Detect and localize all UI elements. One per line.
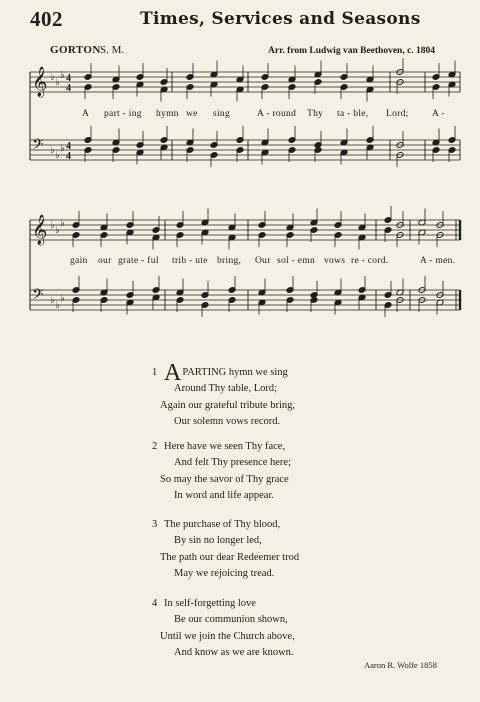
flat-sign: ♭ (60, 218, 65, 229)
lyric-syllable: our (98, 256, 112, 266)
lyric-syllable: Thy (307, 109, 324, 119)
stanza-line (152, 596, 295, 612)
bass-clef: 𝄢 (32, 136, 44, 157)
lyric-syllable: Lord; (386, 109, 409, 119)
stanza-line (152, 517, 299, 533)
stanza-line: So may the savor of Thy grace (160, 473, 289, 485)
tune-name: GORTON (50, 44, 101, 56)
stanza-line: In word and life appear. (174, 490, 275, 502)
stanza-line: And know as we are known. (174, 647, 294, 659)
lyric-syllable: Our (255, 256, 271, 266)
lyric-syllable: A - men. (420, 256, 456, 266)
treble-clef: 𝄞 (32, 215, 48, 245)
flat-sign: ♭ (60, 143, 65, 154)
stanza-line-text: The purchase of Thy blood, (164, 519, 281, 530)
flat-sign: ♭ (60, 70, 65, 81)
section-title: Times, Services and Seasons (140, 9, 421, 29)
stanza-line (152, 360, 295, 386)
stanza-4 (152, 596, 295, 662)
stanza-line (152, 439, 291, 455)
lyric-syllable: sol - emn (277, 256, 316, 266)
lyric-syllable: sing (213, 109, 231, 119)
bass-clef: 𝄢 (32, 286, 44, 307)
stanza-line-text: Here have we seen Thy face, (164, 441, 286, 452)
stanza-line: Be our communion shown, (174, 614, 288, 626)
time-signature: 4 (66, 83, 71, 94)
flat-sign: ♭ (55, 300, 60, 311)
time-signature: 4 (66, 141, 71, 152)
stanza-line-text: PARTING hymn we sing (182, 367, 288, 378)
flat-sign: ♭ (60, 293, 65, 304)
stanza-line: And felt Thy presence here; (174, 457, 292, 469)
stanza-line: Around Thy table, Lord; (174, 383, 278, 395)
stanza-line: Again our grateful tribute bring, (160, 399, 296, 411)
lyric-syllable: trib - ute (172, 256, 208, 266)
lyric-syllable: hymn (156, 109, 179, 119)
flat-sign: ♭ (50, 295, 55, 306)
flat-sign: ♭ (50, 145, 55, 156)
stanza-line: May we rejoicing tread. (174, 568, 275, 580)
lyric-syllable: we (186, 109, 198, 119)
lyric-syllable: vows (324, 256, 346, 266)
flat-sign: ♭ (55, 150, 60, 161)
lyric-syllable: gain (70, 256, 88, 266)
score-drawing (30, 58, 460, 317)
stanza-3 (152, 517, 299, 583)
drop-cap: A (164, 360, 182, 386)
stanza-number: 3 (152, 519, 158, 530)
lyric-syllable: bring, (217, 256, 242, 266)
lyric-syllable: A (82, 109, 90, 119)
lyric-syllable: A - round (257, 109, 297, 119)
flat-sign: ♭ (50, 72, 55, 83)
arranger-credit: Arr. from Ludwig van Beethoven, c. 1804 (268, 46, 436, 56)
lyric-syllable: grate - ful (118, 256, 159, 266)
page-number: 402 (30, 7, 63, 31)
flat-sign: ♭ (50, 220, 55, 231)
lyric-syllable: part - ing (104, 109, 142, 119)
stanza-line: By sin no longer led, (174, 535, 262, 547)
flat-sign: ♭ (55, 225, 60, 236)
time-signature: 4 (66, 73, 71, 84)
stanza-2 (152, 439, 291, 505)
stanza-number: 4 (152, 598, 158, 609)
treble-clef: 𝄞 (32, 67, 48, 97)
stanza-line-text: In self-forgetting love (164, 598, 256, 609)
stanza-1 (152, 360, 295, 431)
lyric-syllable: A - (432, 109, 445, 119)
stanza-line: The path our dear Redeemer trod (160, 551, 300, 563)
stanza-number: 1 (152, 367, 158, 378)
stanza-line: Our solemn vows record. (174, 416, 281, 428)
music-score (0, 0, 480, 340)
tune-meter: S. M. (100, 44, 125, 56)
stanza-number: 2 (152, 441, 158, 452)
lyric-syllable: re - cord. (351, 256, 389, 266)
time-signature: 4 (66, 151, 71, 162)
lyric-syllable: ta - ble, (337, 109, 369, 119)
stanza-line: Until we join the Church above, (160, 630, 295, 642)
flat-sign: ♭ (55, 77, 60, 88)
author-credit: Aaron R. Wolfe 1858 (364, 660, 437, 670)
